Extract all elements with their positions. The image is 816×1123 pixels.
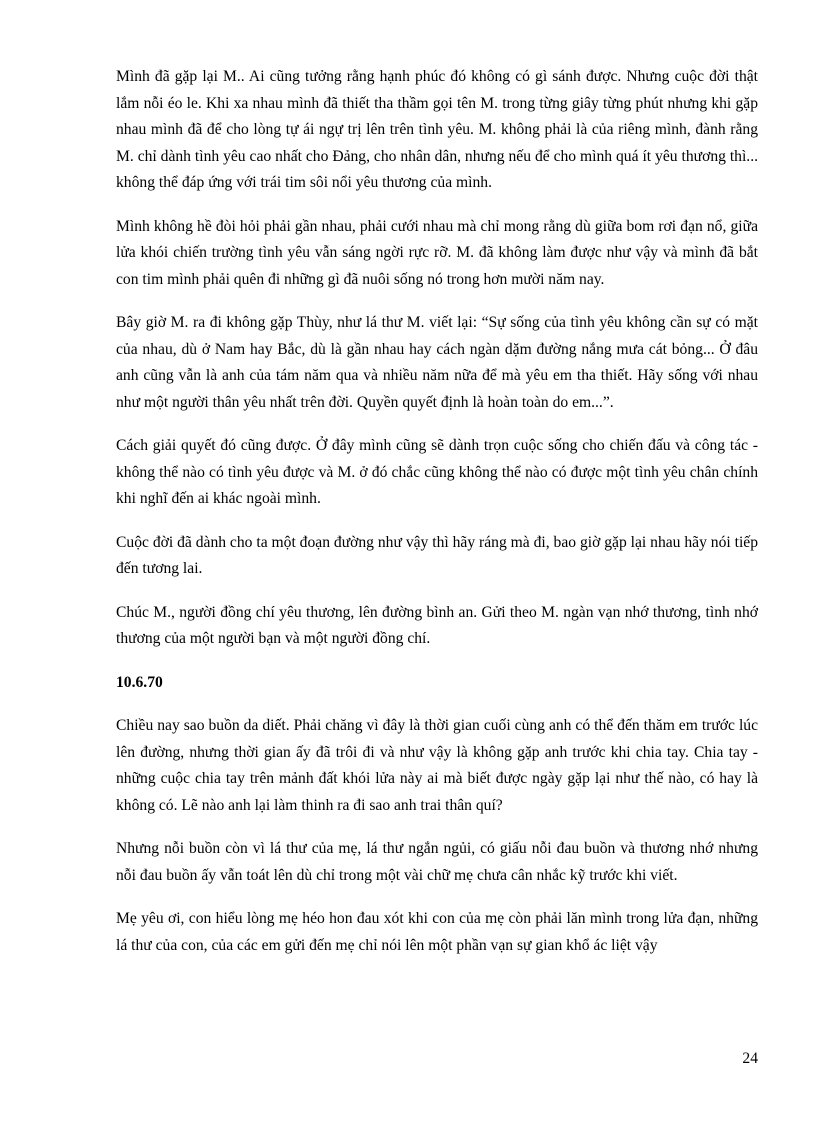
paragraph: Nhưng nỗi buồn còn vì lá thư của mẹ, lá thư ngắn ngủi, có giấu nỗi đau buồn và thương nhớ nhưng nỗi đau buồn ấy vẫn toát lên dù chỉ trong một vài chữ mẹ chưa cân nhắc kỹ trước khi viết. [116,840,758,884]
diary-date-heading: 10.6.70 [116,673,163,691]
paragraph: Cách giải quyết đó cũng được. Ở đây mình cũng sẽ dành trọn cuộc sống cho chiến đấu và công tác - không thể nào có tình yêu được và M. ở đó chắc cũng không thể nào có được một tình yêu chân chính khi nghĩ đến ai khác ngoài mình. [116,437,758,507]
page-number: 24 [742,1050,758,1067]
paragraph: Chiều nay sao buồn da diết. Phải chăng vì đây là thời gian cuối cùng anh có thể đến thăm em trước lúc lên đường, nhưng thời gian ấy đã trôi đi và như vậy là không gặp anh trước khi chia tay. Chia tay - những cuộc chia tay trên mảnh đất khói lửa này ai mà biết được ngày gặp lại như thế nào, có hay là không có. Lẽ nào anh lại làm thinh ra đi sao anh trai thân quí? [116,717,758,814]
paragraph: Mình không hề đòi hỏi phải gần nhau, phải cưới nhau mà chỉ mong rằng dù giữa bom rơi đạn nổ, giữa lửa khói chiến trường tình yêu vẫn sáng ngời rực rỡ. M. đã không làm được như vậy và mình đã bắt con tim mình phải quên đi những gì đã nuôi sống nó trong hơn mười năm nay. [116,217,758,288]
paragraph: Cuộc đời đã dành cho ta một đoạn đường như vậy thì hãy ráng mà đi, bao giờ gặp lại nhau hãy nói tiếp đến tương lai. [116,533,758,577]
page-body [116,64,758,976]
paragraph: Chúc M., người đồng chí yêu thương, lên đường bình an. Gửi theo M. ngàn vạn nhớ thương, tình nhớ thương của một người bạn và một người đồng chí. [116,603,758,647]
paragraph: Mẹ yêu ơi, con hiểu lòng mẹ héo hon đau xót khi con của mẹ còn phải lăn mình trong lửa đạn, những lá thư của con, của các em gửi đến mẹ chỉ nói lên một phần vạn sự gian khổ ác liệt vậy [116,910,758,954]
paragraph: Mình đã gặp lại M.. Ai cũng tưởng rằng hạnh phúc đó không có gì sánh được. Nhưng cuộc đời thật lắm nỗi éo le. Khi xa nhau mình đã thiết tha thầm gọi tên M. trong từng giây từng phút nhưng khi gặp nhau mình đã để cho lòng tự ái ngự trị lên trên tình yêu. M. không phải là của riêng mình, đành rằng M. chỉ dành tình yêu cao nhất cho Đảng, cho nhân dân, nhưng nếu để cho mình quá ít yêu thương thì... không thể đáp ứng với trái tim sôi nổi yêu thương của mình. [116,68,758,191]
paragraph: Bây giờ M. ra đi không gặp Thùy, như lá thư M. viết lại: “Sự sống của tình yêu không cần sự có mặt của nhau, dù ở Nam hay Bắc, dù là gần nhau hay cách ngàn dặm đường nắng mưa cát bỏng... Ở đâu anh cũng vẫn là anh của tám năm qua và nhiều năm nữa để mà yêu em tha thiết. Hãy sống với nhau như một người thân yêu nhất trên đời. Quyền quyết định là hoàn toàn do em...”. [116,314,758,411]
